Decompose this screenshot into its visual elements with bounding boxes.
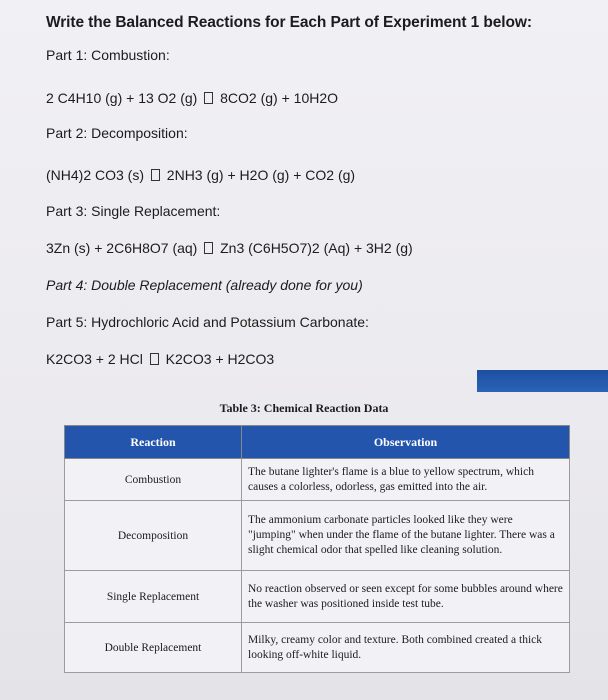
part3-equation-left: 3Zn (s) + 2C6H8O7 (aq) bbox=[46, 240, 198, 256]
arrow-placeholder-icon bbox=[151, 169, 160, 181]
arrow-placeholder-icon bbox=[204, 92, 213, 104]
part2-label: Part 2: Decomposition: bbox=[46, 125, 188, 141]
part2-equation-right: 2NH3 (g) + H2O (g) + CO2 (g) bbox=[166, 167, 356, 183]
table-row bbox=[65, 501, 570, 571]
part2-equation-left: (NH4)2 CO3 (s) bbox=[46, 167, 145, 183]
part3-label: Part 3: Single Replacement: bbox=[46, 203, 221, 219]
part3-equation bbox=[46, 240, 413, 256]
part4-label: Part 4: Double Replacement (already done for you) bbox=[46, 277, 363, 293]
page-heading: Write the Balanced Reactions for Each Part of Experiment 1 below: bbox=[46, 14, 532, 31]
reaction-cell: Combustion bbox=[65, 459, 242, 501]
observation-cell: No reaction observed or seen except for some bubbles around where the washer was positioned inside test tube. bbox=[242, 571, 570, 623]
table-row bbox=[65, 459, 570, 501]
table-row bbox=[65, 571, 570, 623]
header-observation: Observation bbox=[242, 426, 570, 459]
part5-label: Part 5: Hydrochloric Acid and Potassium Carbonate: bbox=[46, 314, 369, 330]
observation-cell: Milky, creamy color and texture. Both combined created a thick looking off-white liquid. bbox=[242, 623, 570, 673]
part5-equation-right: K2CO3 + H2CO3 bbox=[165, 351, 275, 367]
reaction-cell: Single Replacement bbox=[65, 571, 242, 623]
table-row bbox=[65, 623, 570, 673]
observation-cell: The butane lighter's flame is a blue to yellow spectrum, which causes a colorless, odorless, gas emitted into the air. bbox=[242, 459, 570, 501]
part5-equation-left: K2CO3 + 2 HCl bbox=[46, 351, 143, 367]
part1-equation-right: 8CO2 (g) + 10H2O bbox=[220, 90, 339, 106]
part2-equation bbox=[46, 167, 355, 183]
arrow-placeholder-icon bbox=[150, 353, 159, 365]
table-header-row bbox=[65, 426, 570, 459]
part5-equation bbox=[46, 351, 274, 367]
part3-equation-right: Zn3 (C6H5O7)2 (Aq) + 3H2 (g) bbox=[220, 240, 413, 256]
part1-equation bbox=[46, 90, 338, 106]
reaction-cell: Decomposition bbox=[65, 501, 242, 571]
part1-equation-left: 2 C4H10 (g) + 13 O2 (g) bbox=[46, 90, 198, 106]
reaction-data-table bbox=[64, 425, 570, 673]
table-caption: Table 3: Chemical Reaction Data bbox=[219, 401, 389, 415]
reaction-cell: Double Replacement bbox=[65, 623, 242, 673]
arrow-placeholder-icon bbox=[204, 242, 213, 254]
part1-label: Part 1: Combustion: bbox=[46, 47, 170, 63]
observation-cell: The ammonium carbonate particles looked like they were "jumping" when under the flame of the butane lighter. There was a slight chemical odor that spelled like cleaning solution. bbox=[242, 501, 570, 571]
decorative-blue-band bbox=[477, 370, 608, 392]
header-reaction: Reaction bbox=[65, 426, 242, 459]
